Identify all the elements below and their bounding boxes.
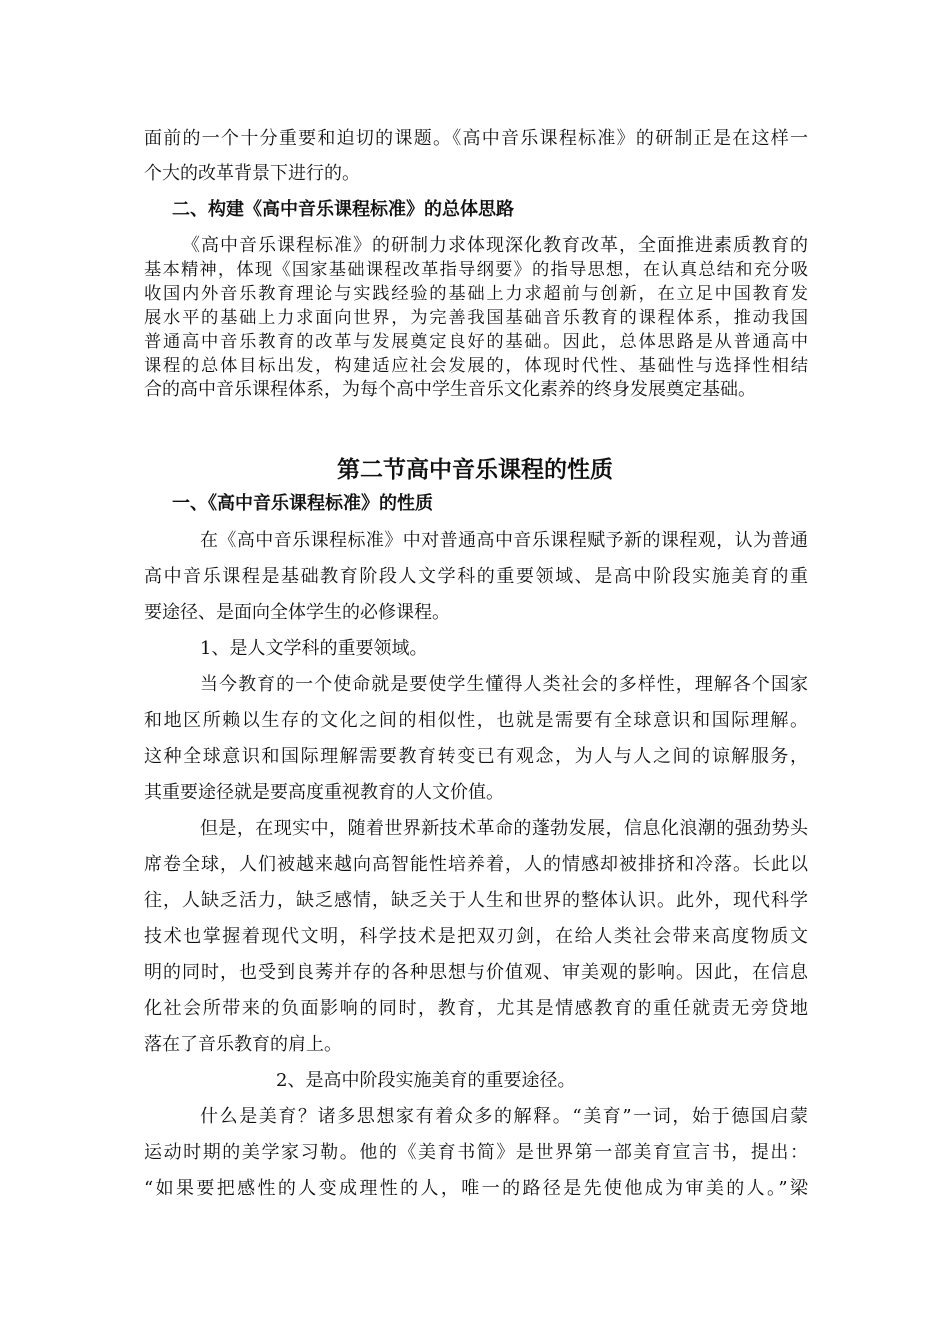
text-line: 这种全球意识和国际理解需要教育转变已有观念，为人与人之间的谅解服务，	[144, 746, 808, 767]
text-line: 和地区所赖以生存的文化之间的相似性，也就是需要有全球意识和国际理解。	[144, 710, 808, 731]
text-line: 课程的总体目标出发，构建适应社会发展的，体现时代性、基础性与选择性相结	[144, 356, 808, 376]
text-line: 在《高中音乐课程标准》中对普通高中音乐课程赋予新的课程观，认为普通	[200, 530, 808, 551]
section-title: 第二节高中音乐课程的性质	[337, 457, 613, 483]
text-line: 高中音乐课程是基础教育阶段人文学科的重要领域、是高中阶段实施美育的重	[144, 566, 808, 587]
text-line: 要途径、是面向全体学生的必修课程。	[144, 602, 450, 623]
text-line: 席卷全球，人们被越来越向高智能性培养着，人的情感却被排挤和冷落。长此以	[144, 854, 808, 875]
text-line: 但是，在现实中，随着世界新技术革命的蓬勃发展，信息化浪潮的强劲势头	[200, 818, 808, 839]
text-line: 运动时期的美学家习勒。他的《美育书简》是世界第一部美育宣言书，提出：	[144, 1142, 808, 1163]
text-line: 落在了音乐教育的肩上。	[144, 1034, 342, 1055]
text-line: 往，人缺乏活力，缺乏感情，缺乏关于人生和世界的整体认识。此外，现代科学	[144, 890, 808, 911]
text-line: 面前的一个十分重要和迫切的课题。《高中音乐课程标准》的研制正是在这样一	[144, 128, 808, 149]
text-line: 当今教育的一个使命就是要使学生懂得人类社会的多样性，理解各个国家	[200, 674, 808, 695]
text-line: “如果要把感性的人变成理性的人，唯一的路径是先使他成为审美的人。”梁	[144, 1178, 808, 1199]
text-line: 化社会所带来的负面影响的同时，教育，尤其是情感教育的重任就责无旁贷地	[144, 998, 808, 1019]
text-line: 个大的改革背景下进行的。	[144, 163, 360, 184]
text-line: 普通高中音乐教育的改革与发展奠定良好的基础。因此，总体思路是从普通高中	[144, 332, 808, 352]
text-line: 其重要途径就是要高度重视教育的人文价值。	[144, 782, 504, 803]
list-item-1: 1、是人文学科的重要领域。	[200, 638, 428, 659]
text-line: 《高中音乐课程标准》的研制力求体现深化教育改革，全面推进素质教育的	[182, 235, 808, 256]
text-line: 基本精神，体现《国家基础课程改革指导纲要》的指导思想，在认真总结和充分吸	[144, 260, 808, 280]
text-line: 什么是美育？诸多思想家有着众多的解释。“美育”一词，始于德国启蒙	[200, 1106, 808, 1127]
text-line: 技术也掌握着现代文明，科学技术是把双刃剑，在给人类社会带来高度物质文	[144, 926, 808, 947]
list-item-2: 2、是高中阶段实施美育的重要途径。	[276, 1070, 576, 1091]
text-line: 展水平的基础上力求面向世界，为完善我国基础音乐教育的课程体系，推动我国	[144, 308, 808, 328]
text-line: 收国内外音乐教育理论与实践经验的基础上力求超前与创新，在立足中国教育发	[144, 284, 808, 304]
text-line: 明的同时，也受到良莠并存的各种思想与价值观、审美观的影响。因此，在信息	[144, 962, 808, 983]
subsection-heading-approach: 二、构建《高中音乐课程标准》的总体思路	[172, 199, 514, 220]
text-line: 合的高中音乐课程体系，为每个高中学生音乐文化素养的终身发展奠定基础。	[144, 379, 756, 400]
subsection-heading-nature: 一、《高中音乐课程标准》的性质	[172, 493, 433, 514]
